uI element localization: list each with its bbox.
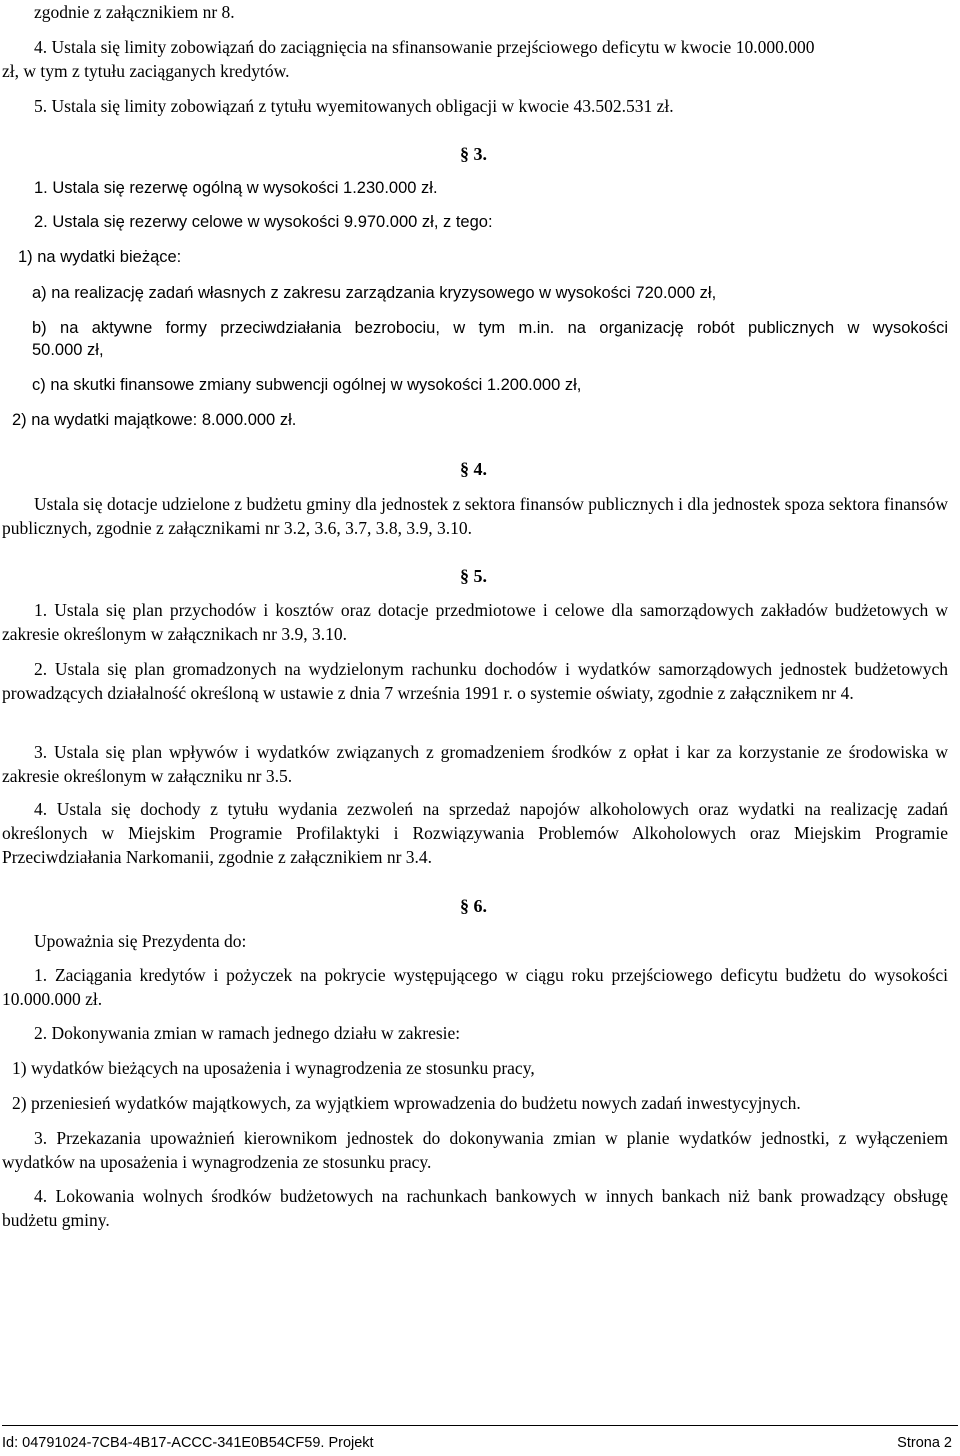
authorization-intro: Upoważnia się Prezydenta do:: [34, 931, 247, 951]
plan-paragraph-4: 4. Ustala się dochody z tytułu wydania zezwoleń na sprzedaż napojów alkoholowych oraz wydatki na realizację zadań określonych w Miejskim Programie Profilaktyki i Rozwiązywania Problemów Alkoholowych oraz Miejskim Programie Przeciwdziałania Narkomanii, zgodnie z załącznikiem nr 3.4.: [2, 799, 948, 867]
section-heading-5: § 5.: [460, 566, 487, 586]
plan-paragraph-3: 3. Ustala się plan wpływów i wydatków związanych z gromadzeniem środków z opłat i kar za korzystanie ze środowiska w zakresie określonym w załączniku nr 3.5.: [2, 742, 948, 786]
reserve-item-b: b) na aktywne formy przeciwdziałania bezrobociu, w tym m.in. na organizację robót publicznych w wysokości: [32, 319, 948, 337]
plan-paragraph-1: 1. Ustala się plan przychodów i kosztów oraz dotacje przedmiotowe i celowe dla samorządowych zakładów budżetowych w zakresie określonym w załącznikach nr 3.9, 3.10.: [2, 600, 948, 644]
footer-divider: [2, 1425, 958, 1426]
plan-paragraph-2: 2. Ustala się plan gromadzonych na wydzielonym rachunku dochodów i wydatków samorządowych jednostek budżetowych prowadzących działalność określoną w ustawie z dnia 7 września 1991 r. o systemie oświaty, zgodnie z załącznikem nr 4.: [2, 659, 948, 703]
reserve-targeted: 2. Ustala się rezerwy celowe w wysokości 9.970.000 zł, z tego:: [34, 213, 493, 231]
grants-paragraph: Ustala się dotacje udzielone z budżetu gminy dla jednostek z sektora finansów publicznych i dla jednostek spoza sektora finansów publicznych, zgodnie z załącznikami nr 3.2, 3.6, 3.7, 3.8, 3.9, 3.10.: [2, 494, 948, 538]
capital-expenses: 2) na wydatki majątkowe: 8.000.000 zł.: [12, 411, 297, 429]
authorization-2: 2. Dokonywania zmian w ramach jednego działu w zakresie:: [34, 1023, 461, 1043]
paragraph-line: zgodnie z załącznikiem nr 8.: [34, 2, 235, 22]
authorization-1: 1. Zaciągania kredytów i pożyczek na pokrycie występującego w ciągu roku przejściowego deficytu budżetu do wysokości 10.000.000 zł.: [2, 965, 948, 1009]
authorization-2-1: 1) wydatków bieżących na uposażenia i wynagrodzenia ze stosunku pracy,: [12, 1058, 535, 1078]
authorization-4: 4. Lokowania wolnych środków budżetowych na rachunkach bankowych w innych bankach niż bank prowadzący obsługę budżetu gminy.: [2, 1186, 948, 1230]
section-heading-6: § 6.: [460, 896, 487, 916]
section-heading-3: § 3.: [460, 144, 487, 164]
paragraph-line: zł, w tym z tytułu zaciąganych kredytów.: [2, 61, 290, 81]
reserve-item-b-cont: 50.000 zł,: [32, 341, 104, 359]
section-heading-4: § 4.: [460, 459, 487, 479]
current-expenses: 1) na wydatki bieżące:: [18, 248, 182, 266]
paragraph-line: 4. Ustala się limity zobowiązań do zaciągnięcia na sfinansowanie przejściowego deficytu w kwocie 10.000.000: [34, 37, 815, 57]
reserve-item-c: c) na skutki finansowe zmiany subwencji ogólnej w wysokości 1.200.000 zł,: [32, 376, 582, 394]
document-id: Id: 04791024-7CB4-4B17-ACCC-341E0B54CF59. Projekt: [2, 1435, 374, 1451]
reserve-general: 1. Ustala się rezerwę ogólną w wysokości 1.230.000 zł.: [34, 179, 438, 197]
reserve-item-a: a) na realizację zadań własnych z zakresu zarządzania kryzysowego w wysokości 720.000 zł,: [32, 284, 717, 302]
paragraph-line: 5. Ustala się limity zobowiązań z tytułu wyemitowanych obligacji w kwocie 43.502.531 zł.: [34, 96, 674, 116]
authorization-2-2: 2) przeniesień wydatków majątkowych, za wyjątkiem wprowadzenia do budżetu nowych zadań inwestycyjnych.: [12, 1093, 801, 1113]
authorization-3: 3. Przekazania upoważnień kierownikom jednostek do dokonywania zmian w planie wydatków jednostki, z wyłączeniem wydatków na uposażenia i wynagrodzenia ze stosunku pracy.: [2, 1128, 948, 1172]
page-number: Strona 2: [897, 1435, 952, 1451]
